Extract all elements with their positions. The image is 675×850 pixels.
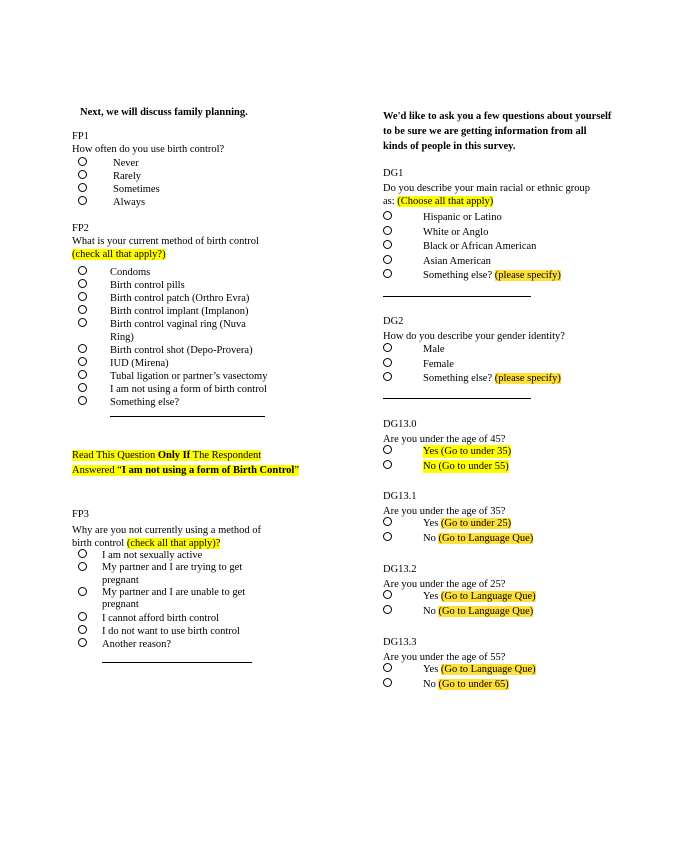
checkbox-circle-icon[interactable] (78, 266, 87, 275)
checkbox-circle-icon[interactable] (383, 226, 392, 235)
fp1-option-sometimes[interactable]: Sometimes (78, 183, 278, 196)
dg2-option-male[interactable]: Male (383, 343, 613, 358)
checkbox-circle-icon[interactable] (78, 292, 87, 301)
checkbox-circle-icon[interactable] (383, 269, 392, 278)
fp3-option[interactable]: I am not sexually active (78, 549, 288, 562)
radio-button-icon[interactable] (383, 358, 392, 367)
radio-button-icon[interactable] (383, 663, 392, 672)
checkbox-circle-icon[interactable] (78, 396, 87, 405)
fp1-option-never[interactable]: Never (78, 157, 278, 170)
fp3-option[interactable]: I do not want to use birth control (78, 625, 288, 638)
dg130-options (383, 445, 613, 474)
dg132-text: Are you under the age of 25? (383, 579, 506, 590)
dg1-text: Do you describe your main racial or ethnic group (383, 183, 591, 194)
fp2-option[interactable]: IUD (Mirena) (78, 357, 288, 370)
fp3-option[interactable]: My partner and I are unable to get pregnant (78, 587, 288, 612)
checkbox-circle-icon[interactable] (78, 549, 87, 558)
radio-button-icon[interactable] (383, 605, 392, 614)
fp2-id: FP2 (72, 223, 89, 234)
interviewer-note: Read This Question Only If The Respondent Answered “I am not using a form of Birth Control” (72, 450, 300, 476)
dg2-text: How do you describe your gender identity? (383, 331, 565, 342)
fp2-option[interactable]: Birth control patch (Orthro Evra) (78, 292, 288, 305)
fp2-option[interactable]: Condoms (78, 266, 288, 279)
checkbox-circle-icon[interactable] (78, 562, 87, 571)
dg2-option-female[interactable]: Female (383, 358, 613, 373)
fp2-option[interactable]: Something else? (78, 396, 288, 409)
dg133-option-no[interactable]: No (Go to under 65) (383, 678, 613, 693)
dg1-option[interactable]: White or Anglo (383, 226, 613, 241)
dg1-option[interactable]: Hispanic or Latino (383, 211, 613, 226)
fp1-option-rarely[interactable]: Rarely (78, 170, 278, 183)
fp1-question (72, 130, 292, 156)
dg131-option-no[interactable]: No (Go to Language Que) (383, 532, 613, 547)
checkbox-circle-icon[interactable] (78, 625, 87, 634)
dg132-option-no[interactable]: No (Go to Language Que) (383, 605, 613, 620)
dg132-id: DG13.2 (383, 564, 417, 575)
radio-button-icon[interactable] (78, 196, 87, 205)
dg1-specify-label: (please specify) (494, 270, 561, 281)
fp3-option[interactable]: My partner and I are trying to get pregnant (78, 562, 288, 587)
fp2-option[interactable]: Birth control vaginal ring (Nuva Ring) (78, 318, 288, 344)
radio-button-icon[interactable] (78, 157, 87, 166)
fp3-specify-line[interactable] (102, 662, 252, 663)
checkbox-circle-icon[interactable] (78, 357, 87, 366)
dg2-specify-label: (please specify) (494, 373, 561, 384)
radio-button-icon[interactable] (78, 183, 87, 192)
dg1-option[interactable]: Something else? (please specify) (383, 269, 613, 284)
dg130-text: Are you under the age of 45? (383, 434, 506, 445)
fp2-option[interactable]: Tubal ligation or partner’s vasectomy (78, 370, 288, 383)
dg2-id: DG2 (383, 316, 404, 327)
checkbox-circle-icon[interactable] (78, 612, 87, 621)
fp3-instruction: (check all that apply)? (126, 538, 221, 549)
checkbox-circle-icon[interactable] (78, 305, 87, 314)
radio-button-icon[interactable] (383, 372, 392, 381)
fp1-option-always[interactable]: Always (78, 196, 278, 209)
dg131-options (383, 517, 613, 546)
dg131-text: Are you under the age of 35? (383, 506, 506, 517)
fp2-option[interactable]: I am not using a form of birth control (78, 383, 288, 396)
checkbox-circle-icon[interactable] (78, 344, 87, 353)
dg1-option[interactable]: Black or African American (383, 240, 613, 255)
dg2-options (383, 343, 613, 387)
dg133-options (383, 663, 613, 692)
radio-button-icon[interactable] (383, 460, 392, 469)
radio-button-icon[interactable] (383, 517, 392, 526)
dg1-options (383, 211, 613, 284)
fp2-specify-line[interactable] (110, 416, 265, 417)
radio-button-icon[interactable] (383, 445, 392, 454)
dg1-question: DG1 Do you describe your main racial or ethnic group as: (Choose all that apply) (383, 167, 623, 208)
fp3-option[interactable]: Another reason? (78, 638, 288, 651)
checkbox-circle-icon[interactable] (78, 587, 87, 596)
checkbox-circle-icon[interactable] (383, 255, 392, 264)
dg2-question (383, 315, 623, 343)
radio-button-icon[interactable] (78, 170, 87, 179)
dg1-option[interactable]: Asian American (383, 255, 613, 270)
dg133-option-yes[interactable]: Yes (Go to Language Que) (383, 663, 613, 678)
checkbox-circle-icon[interactable] (383, 211, 392, 220)
dg133-id: DG13.3 (383, 637, 417, 648)
radio-button-icon[interactable] (383, 343, 392, 352)
dg130-option-yes[interactable]: Yes (Go to under 35) (383, 445, 613, 460)
checkbox-circle-icon[interactable] (78, 370, 87, 379)
dg132-option-yes[interactable]: Yes (Go to Language Que) (383, 590, 613, 605)
family-planning-intro: Next, we will discuss family planning. (80, 107, 248, 118)
fp3-text: Why are you not currently using a method of (72, 525, 261, 536)
checkbox-circle-icon[interactable] (78, 279, 87, 288)
fp3-id: FP3 (72, 509, 89, 520)
fp2-option[interactable]: Birth control shot (Depo-Provera) (78, 344, 288, 357)
fp2-options (78, 266, 288, 409)
dg130-id: DG13.0 (383, 419, 417, 430)
fp2-instruction: (check all that apply?) (72, 249, 166, 260)
dg133-question (383, 636, 623, 664)
radio-button-icon[interactable] (383, 590, 392, 599)
fp3-question: FP3 Why are you not currently using a method of birth control (check all that apply)? (72, 508, 302, 550)
dg2-specify-line[interactable] (383, 398, 531, 399)
dg1-specify-line[interactable] (383, 296, 531, 297)
demographics-intro: We'd like to ask you a few questions about yourself to be sure we are getting information from all kinds of people in this survey. (383, 111, 612, 152)
dg133-text: Are you under the age of 55? (383, 652, 506, 663)
fp1-options (78, 157, 278, 209)
fp1-id: FP1 (72, 131, 89, 142)
fp2-option[interactable]: Birth control pills (78, 279, 288, 292)
dg131-option-yes[interactable]: Yes (Go to under 25) (383, 517, 613, 532)
dg1-id: DG1 (383, 168, 404, 179)
checkbox-circle-icon[interactable] (78, 383, 87, 392)
fp2-question (72, 222, 292, 261)
fp3-option[interactable]: I cannot afford birth control (78, 612, 288, 625)
dg130-question (383, 418, 623, 446)
dg132-question (383, 563, 623, 591)
fp1-text: How often do you use birth control? (72, 144, 225, 155)
checkbox-circle-icon[interactable] (78, 638, 87, 647)
fp2-text: What is your current method of birth control (72, 236, 259, 247)
dg1-instruction: (Choose all that apply) (397, 196, 494, 207)
dg2-option-other[interactable]: Something else? (please specify) (383, 372, 613, 387)
checkbox-circle-icon[interactable] (78, 318, 87, 327)
dg130-option-no[interactable]: No (Go to under 55) (383, 460, 613, 475)
checkbox-circle-icon[interactable] (383, 240, 392, 249)
radio-button-icon[interactable] (383, 678, 392, 687)
fp2-option[interactable]: Birth control implant (Implanon) (78, 305, 288, 318)
fp3-options (78, 549, 288, 651)
dg131-question (383, 490, 623, 518)
dg132-options (383, 590, 613, 619)
dg131-id: DG13.1 (383, 491, 417, 502)
radio-button-icon[interactable] (383, 532, 392, 541)
